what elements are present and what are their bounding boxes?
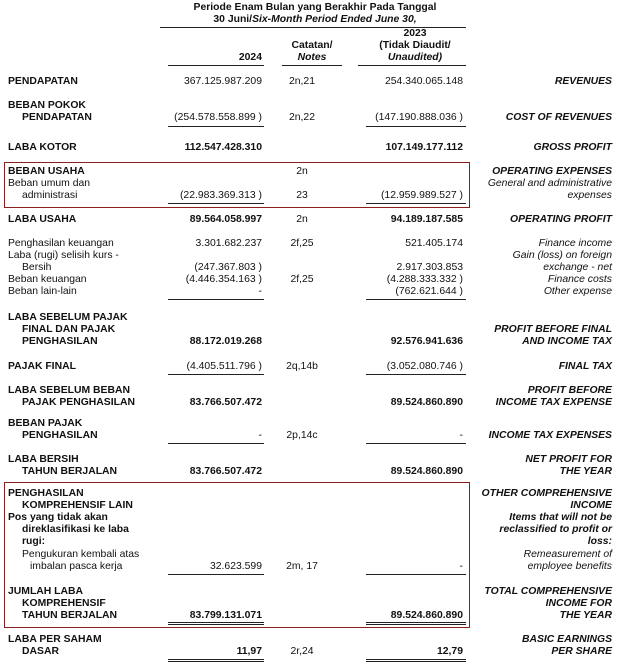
row-eps-2024: 11,97 [236,646,262,657]
row-oci-en1: OTHER COMPREHENSIVE [481,488,612,499]
itax-2024-rule [168,443,264,444]
row-netprofit-en1: NET PROFIT FOR [525,454,612,465]
row-finaltax-note: 2q,14b [286,361,318,372]
row-ga-2024: (22.983.369.313 ) [179,190,262,201]
row-eps-label1: LABA PER SAHAM [8,634,102,645]
row-pbit-2023: 89.524.860.890 [390,397,463,408]
row-fx-label2: Bersih [22,262,52,273]
row-finaltax-2023: (3.052.080.746 ) [386,361,463,372]
row-fincost-2023: (4.288.333.332 ) [386,274,463,285]
row-pbit-en1: PROFIT BEFORE [527,385,612,396]
row-pbt-label2: FINAL DAN PAJAK [22,324,116,335]
row-itax-label1: BEBAN PAJAK [8,418,83,429]
row-itax-label2: PENGHASILAN [22,430,98,441]
row-opex-label: BEBAN USAHA [8,166,85,177]
row-cost-en: COST OF REVENUES [505,112,612,123]
row-otherexp-2023: (762.621.644 ) [395,286,463,297]
row-finincome-2024: 3.301.682.237 [195,238,262,249]
row-gross-2024: 112.547.428.310 [184,142,262,153]
row-tci-label2: KOMPREHENSIF [22,598,106,609]
row-revenues-en: REVENUES [554,76,612,87]
row-opex-note: 2n [296,166,308,177]
row-pbit-label2: PAJAK PENGHASILAN [22,397,135,408]
row-remeasure-2023: - [459,561,463,572]
finaltax-2023-rule [366,374,466,375]
eps-2024-double-rule [168,659,264,662]
row-fx-2024: (247.367.803 ) [194,262,262,273]
row-finincome-label: Penghasilan keuangan [8,238,114,249]
row-remeasure-label1: Pengukuran kembali atas [22,549,140,560]
row-pbit-en2: INCOME TAX EXPENSE [495,397,612,408]
row-fincost-label: Beban keuangan [8,274,87,285]
row-otherexp-2024: - [258,286,262,297]
row-netprofit-label2: TAHUN BERJALAN [22,466,118,477]
row-oci-en2: INCOME [570,500,612,511]
row-finaltax-2024: (4.405.511.796 ) [186,361,262,372]
row-eps-en1: BASIC EARNINGS [521,634,612,645]
row-remeasure-en1: Remeasurement of [523,549,612,560]
row-pbt-2024: 88.172.019.268 [189,336,262,347]
row-fx-en2: exchange - net [543,262,612,273]
row-opprofit-note: 2n [296,214,308,225]
row-itax-2024: - [258,430,262,441]
remeasure-2023-rule [366,574,466,575]
row-ga-label1: Beban umum dan [8,178,91,189]
row-opprofit-label: LABA USAHA [8,214,77,225]
row-pbt-en1: PROFIT BEFORE FINAL [494,324,612,335]
row-pbt-label3: PENGHASILAN [22,336,98,347]
row-tci-2023: 89.524.860.890 [390,610,463,621]
row-revenues-2024: 367.125.987.209 [183,76,262,87]
row-revenues-label: PENDAPATAN [8,76,78,87]
row-tci-label3: TAHUN BERJALAN [22,610,118,621]
row-cost-2024: (254.578.558.899 ) [174,112,262,123]
other-2024-rule [168,299,264,300]
ga-2023-rule [366,203,466,204]
col-notes-rule [282,65,342,66]
row-netprofit-2024: 83.766.507.472 [189,466,262,477]
col-notes-id: Catatan/ [291,40,333,51]
row-cost-2023: (147.190.888.036 ) [375,112,463,123]
row-fx-en1: Gain (loss) on foreign [512,250,612,261]
row-tci-label1: JUMLAH LABA [8,586,84,597]
row-eps-en2: PER SHARE [551,646,612,657]
row-tci-en1: TOTAL COMPREHENSIVE [484,586,612,597]
row-netprofit-2023: 89.524.860.890 [390,466,463,477]
row-gross-label: LABA KOTOR [8,142,77,153]
row-ga-2023: (12.959.989.527 ) [380,190,463,201]
eps-2023-double-rule [366,659,466,662]
row-itax-note: 2p,14c [286,430,318,441]
row-finaltax-en: FINAL TAX [558,361,612,372]
col-2023-rule [358,65,466,66]
row-opprofit-2023: 94.189.187.585 [390,214,463,225]
row-pbt-2023: 92.576.941.636 [390,336,463,347]
itax-2023-rule [366,443,466,444]
row-gross-en: GROSS PROFIT [533,142,612,153]
row-pbit-label1: LABA SEBELUM BEBAN [8,385,130,396]
row-pbt-label1: LABA SEBELUM PAJAK [8,312,128,323]
row-fincost-note: 2f,25 [290,274,314,285]
row-cost-label2: PENDAPATAN [22,112,92,123]
row-items-en1: Items that will not be [509,512,612,523]
row-itax-en: INCOME TAX EXPENSES [488,430,612,441]
row-fx-2023: 2.917.303.853 [396,262,463,273]
row-fincost-en: Finance costs [547,274,612,285]
row-otherexp-en: Other expense [543,286,612,297]
row-gross-2023: 107.149.177.112 [385,142,463,153]
col-notes-en: Notes [297,52,327,63]
row-pbt-en2: AND INCOME TAX [522,336,612,347]
row-otherexp-label: Beban lain-lain [8,286,77,297]
col-2024-header: 2024 [238,52,262,63]
row-netprofit-label1: LABA BERSIH [8,454,79,465]
other-2023-rule [366,299,466,300]
tci-2024-double-rule [168,622,264,625]
row-eps-label2: DASAR [22,646,59,657]
row-remeasure-label2: imbalan pasca kerja [30,561,123,572]
row-fincost-2024: (4.446.354.163 ) [185,274,262,285]
row-items-label2: direklasifikasi ke laba [22,524,129,535]
col-2023-sub2: Unaudited) [387,52,443,63]
finaltax-2024-rule [168,374,264,375]
row-cost-note: 2n,22 [288,112,315,123]
row-opprofit-2024: 89.564.058.997 [189,214,262,225]
row-eps-note: 2r,24 [290,646,314,657]
row-finincome-en: Finance income [538,238,612,249]
ga-2024-rule [168,203,264,204]
period-header-line2 [150,14,480,25]
row-tci-en3: THE YEAR [559,610,612,621]
row-opprofit-en: OPERATING PROFIT [510,214,612,225]
row-items-label1: Pos yang tidak akan [8,512,108,523]
col-2023-sub1: (Tidak Diaudit/ [379,40,451,51]
row-remeasure-note: 2m, 17 [286,561,318,572]
row-oci-label1: PENGHASILAN [8,488,84,499]
row-itax-2023: - [459,430,463,441]
row-cost-label1: BEBAN POKOK [8,100,86,111]
row-eps-2023: 12,79 [436,646,463,657]
row-finaltax-label: PAJAK FINAL [8,361,76,372]
row-items-label3: rugi: [22,536,46,547]
row-pbit-2024: 83.766.507.472 [189,397,262,408]
col-2023-header: 2023 [403,28,427,39]
row-oci-label2: KOMPREHENSIF LAIN [22,500,133,511]
row-finincome-note: 2f,25 [290,238,314,249]
row-ga-en2: expenses [567,190,612,201]
row-remeasure-en2: employee benefits [527,561,612,572]
row-revenues-2023: 254.340.065.148 [384,76,463,87]
cost-2024-rule [168,126,264,127]
row-items-en3: loss: [587,536,612,547]
row-tci-2024: 83.799.131.071 [189,610,262,621]
row-fx-label1: Laba (rugi) selisih kurs - [8,250,119,261]
remeasure-2024-rule [168,574,264,575]
row-remeasure-2024: 32.623.599 [209,561,262,572]
period-header-english: Six-Month Period Ended June 30, [252,14,417,25]
row-items-en2: reclassified to profit or [499,524,612,535]
col-2024-rule [168,65,264,66]
period-header-prefix: 30 Juni/ [213,14,253,25]
row-opex-en: OPERATING EXPENSES [492,166,612,177]
period-header-line1: Periode Enam Bulan yang Berakhir Pada Tanggal [193,2,437,13]
row-netprofit-en2: THE YEAR [559,466,612,477]
cost-2023-rule [366,126,466,127]
row-ga-note: 23 [296,190,308,201]
tci-2023-double-rule [366,622,466,625]
row-finincome-2023: 521.405.174 [405,238,463,249]
row-ga-en1: General and administrative [487,178,612,189]
row-ga-label2: administrasi [22,190,78,201]
row-tci-en2: INCOME FOR [545,598,612,609]
row-revenues-note: 2n,21 [288,76,315,87]
